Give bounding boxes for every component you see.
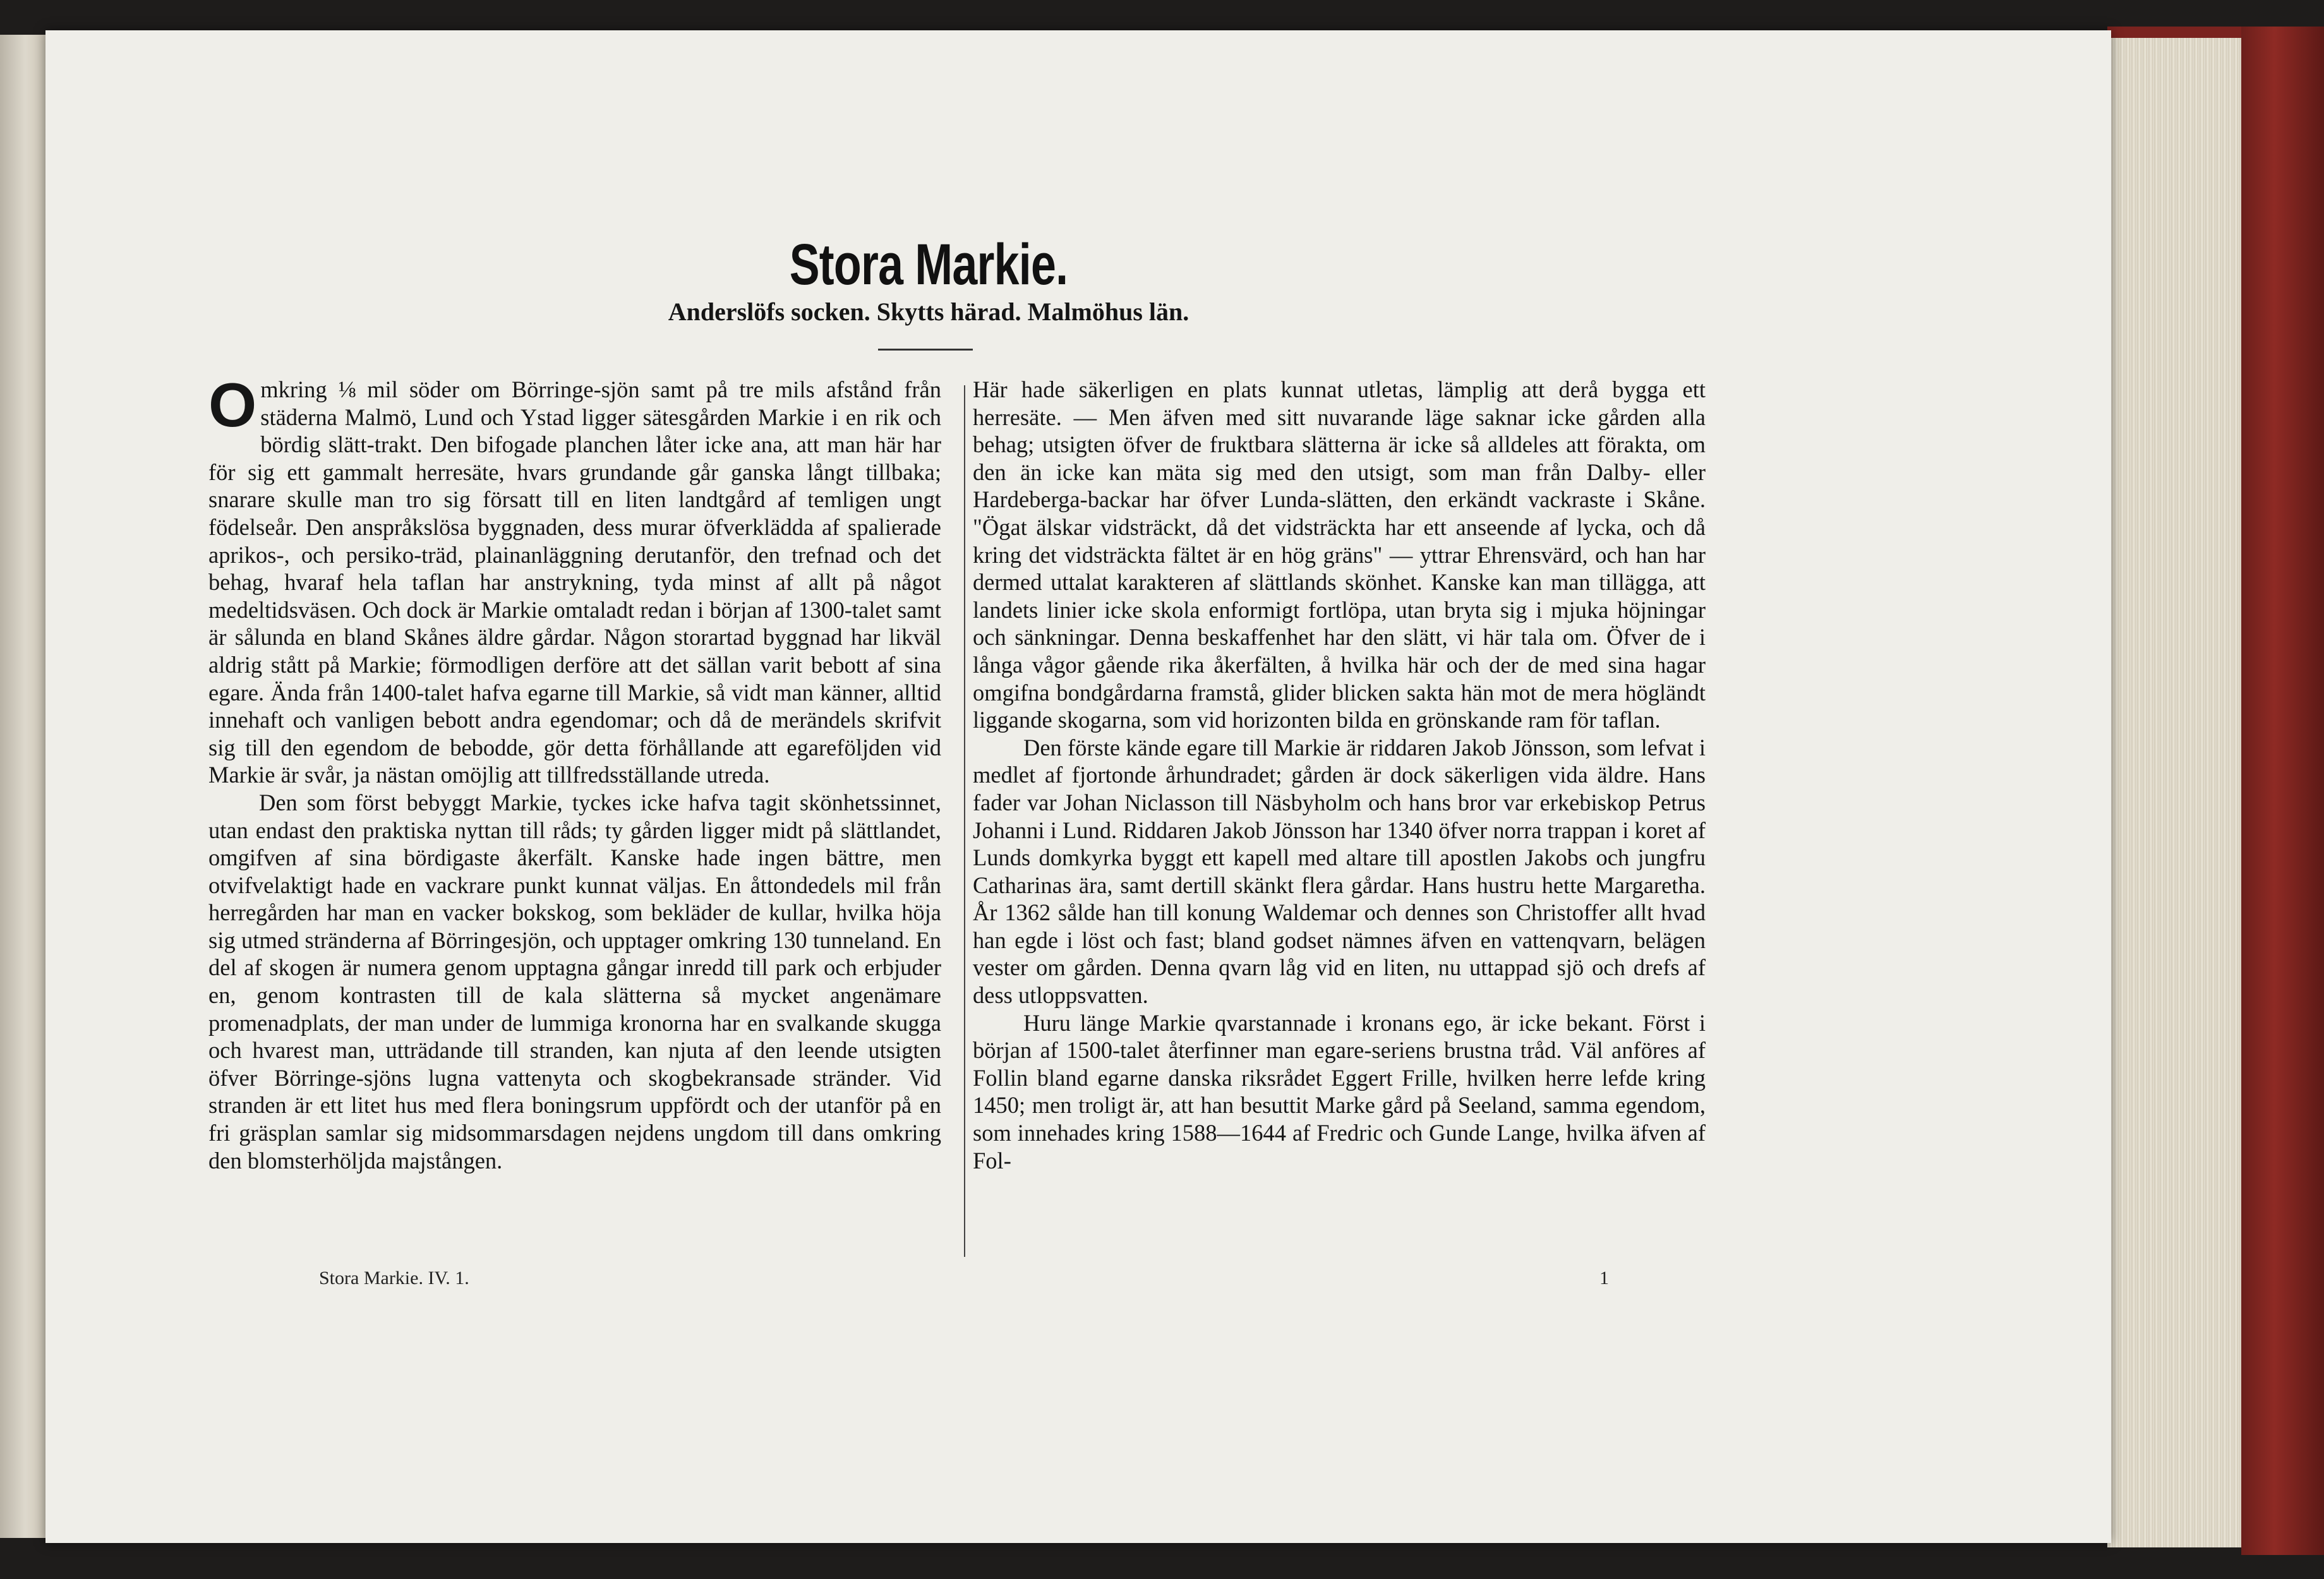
paragraph [208, 370, 941, 789]
book-cover-spine [2241, 27, 2324, 1555]
page-number: 1 [1599, 1268, 1609, 1288]
paragraph-text: mkring ⅛ mil söder om Börringe-sjön samt på tre mils afstånd från städerna Malmö, Lund och Ystad ligger sätesgården Markie i en rik och bördig slätt-trakt. Den bifogade planchen låter icke ana, att man här har för sig ett gammalt herresäte, hvars grundande går ganska långt tillbaka; snarare skulle man tro sig försatt till en liten landtgård af temligen ungt födelseår. Den anspråkslösa byggnaden, dess murar öfverklädda af spalierade aprikos-, och persiko-träd, plainanläggning derutanför, den trefnad och det behag, hvaraf hela taflan har anstrykning, tyda minst af allt på något medeltidsväsen. Och dock är Markie omtaladt redan i början af 1300-talet samt är sålunda en bland Skånes äldre gårdar. Någon storartad byggnad har likväl aldrig stått på Markie; förmodligen derföre att det sällan varit bebott af sina egare. Ända från 1400-talet hafva egarne till Markie, så vidt man känner, alltid innehaft och vanligen bebott andra egendomar; och då de merändels skrifvit sig till den egendom de bebodde, gör detta förhållande att egareföljden vid Markie är svår, ja nästan omöjlig att tillfredsställande utreda. [208, 376, 941, 788]
text-column-right [973, 376, 1706, 1260]
footer-signature: Stora Markie. IV. 1. [319, 1268, 469, 1288]
column-divider [964, 385, 965, 1257]
drop-cap: O [208, 370, 257, 440]
page-title: Stora Markie. [789, 232, 1068, 297]
title-rule [878, 349, 973, 351]
paragraph: Här hade säkerligen en plats kunnat utletas, lämplig att derå bygga ett herresäte. — Men äfven med sitt nuvarande läge saknar icke gården alla behag; utsigten öfver de fruktbara slätterna är icke så alldeles att förakta, om den än icke kan mäta sig med den utsigt, som man från Dalby- eller Hardeberga-backar har öfver Lunda-slätten, den erkändt vackraste i Skåne. "Ögat älskar vidsträckt, då det vidsträckta har ett anseende af lycka, och då kring det vidsträckta fältet är en hög gräns" — yttrar Ehrensvärd, och han har dermed uttalat karakteren af slättlands skönhet. Kanske kan man tillägga, att landets linier icke skola enformigt fortlöpa, utan bryta sig i mjuka höjningar och sänkningar. Denna beskaffenhet har den slätt, vi här tala om. Öfver de i långa vågor gående rika åkerfälten, å hvilka här och der de med sina hagar omgifna bondgårdarna framstå, glider blicken sakta hän mot de mera högländt liggande skogarna, som vid horizonten bilda en grönskande ram för taflan. [973, 376, 1706, 733]
page-subtitle: Anderslöfs socken. Skytts härad. Malmöhus län. [668, 297, 1189, 326]
text-column-left [208, 370, 941, 1260]
paragraph: Den förste kände egare till Markie är riddaren Jakob Jönsson, som lefvat i medlet af fjortonde århundradet; gården är dock säkerligen vida äldre. Hans fader var Johan Niclasson till Näsbyholm och hans bror var erkebiskop Petrus Johanni i Lund. Riddaren Jakob Jönsson har 1340 öfver norra trappan i koret af Lunds domkyrka byggt ett kapell med altare till apostlen Jakobs och jungfru Catharinas ära, samt dertill skänkt flera gårdar. Hans hustru hette Margaretha. År 1362 sålde han till konung Waldemar och dennes son Christoffer allt hvad han egde i löst och fast; bland godset nämnes äfven en vattenqvarn, belägen vester om gården. Denna qvarn låg vid en liten, nu uttappad sjö och drefs af dess utloppsvatten. [973, 734, 1706, 1009]
page-stack-edge [2107, 38, 2246, 1547]
paragraph: Huru länge Markie qvarstannade i kronans ego, är icke bekant. Först i början af 1500-talet återfinner man egare-seriens brustna tråd. Väl anföres af Follin bland egarne danska riksrådet Eggert Frille, hvilken herre lefde kring 1450; men troligt är, att han besuttit Marke gård på Seeland, samma egendom, som innehades kring 1588—1644 af Fredric och Gunde Lange, hvilka äfven af Fol- [973, 1009, 1706, 1174]
paragraph: Den som först bebyggt Markie, tyckes icke hafva tagit skönhetssinnet, utan endast den praktiska nyttan till råds; ty gården ligger midt på slättlandet, omgifven af sina bördigaste åkerfält. Kanske hade ingen bättre, men otvifvelaktigt hade en vackrare punkt kunnat väljas. En åttondedels mil från herregården har man en vacker bokskog, som bekläder de kullar, hvilka höja sig utmed stränderna af Börringesjön, och upptager omkring 130 tunneland. En del af skogen är numera genom upptagna gångar inredd till park och erbjuder en, genom kontrasten till de kala slätterna så mycket angenämare promenadplats, der man under de lummiga kronorna har en svalkande skugga och hvarest man, utträdande till stranden, kan njuta af den leende utsigten öfver Börringe-sjöns lugna vattenyta och skogbekransade stränder. Vid stranden är ett litet hus med flera boningsrum uppfördt och der utanför på en fri gräsplan samlar sig midsommarsdagen nejdens ungdom till dans omkring den blomsterhöljda majstången. [208, 789, 941, 1174]
left-page-edge [0, 35, 45, 1538]
